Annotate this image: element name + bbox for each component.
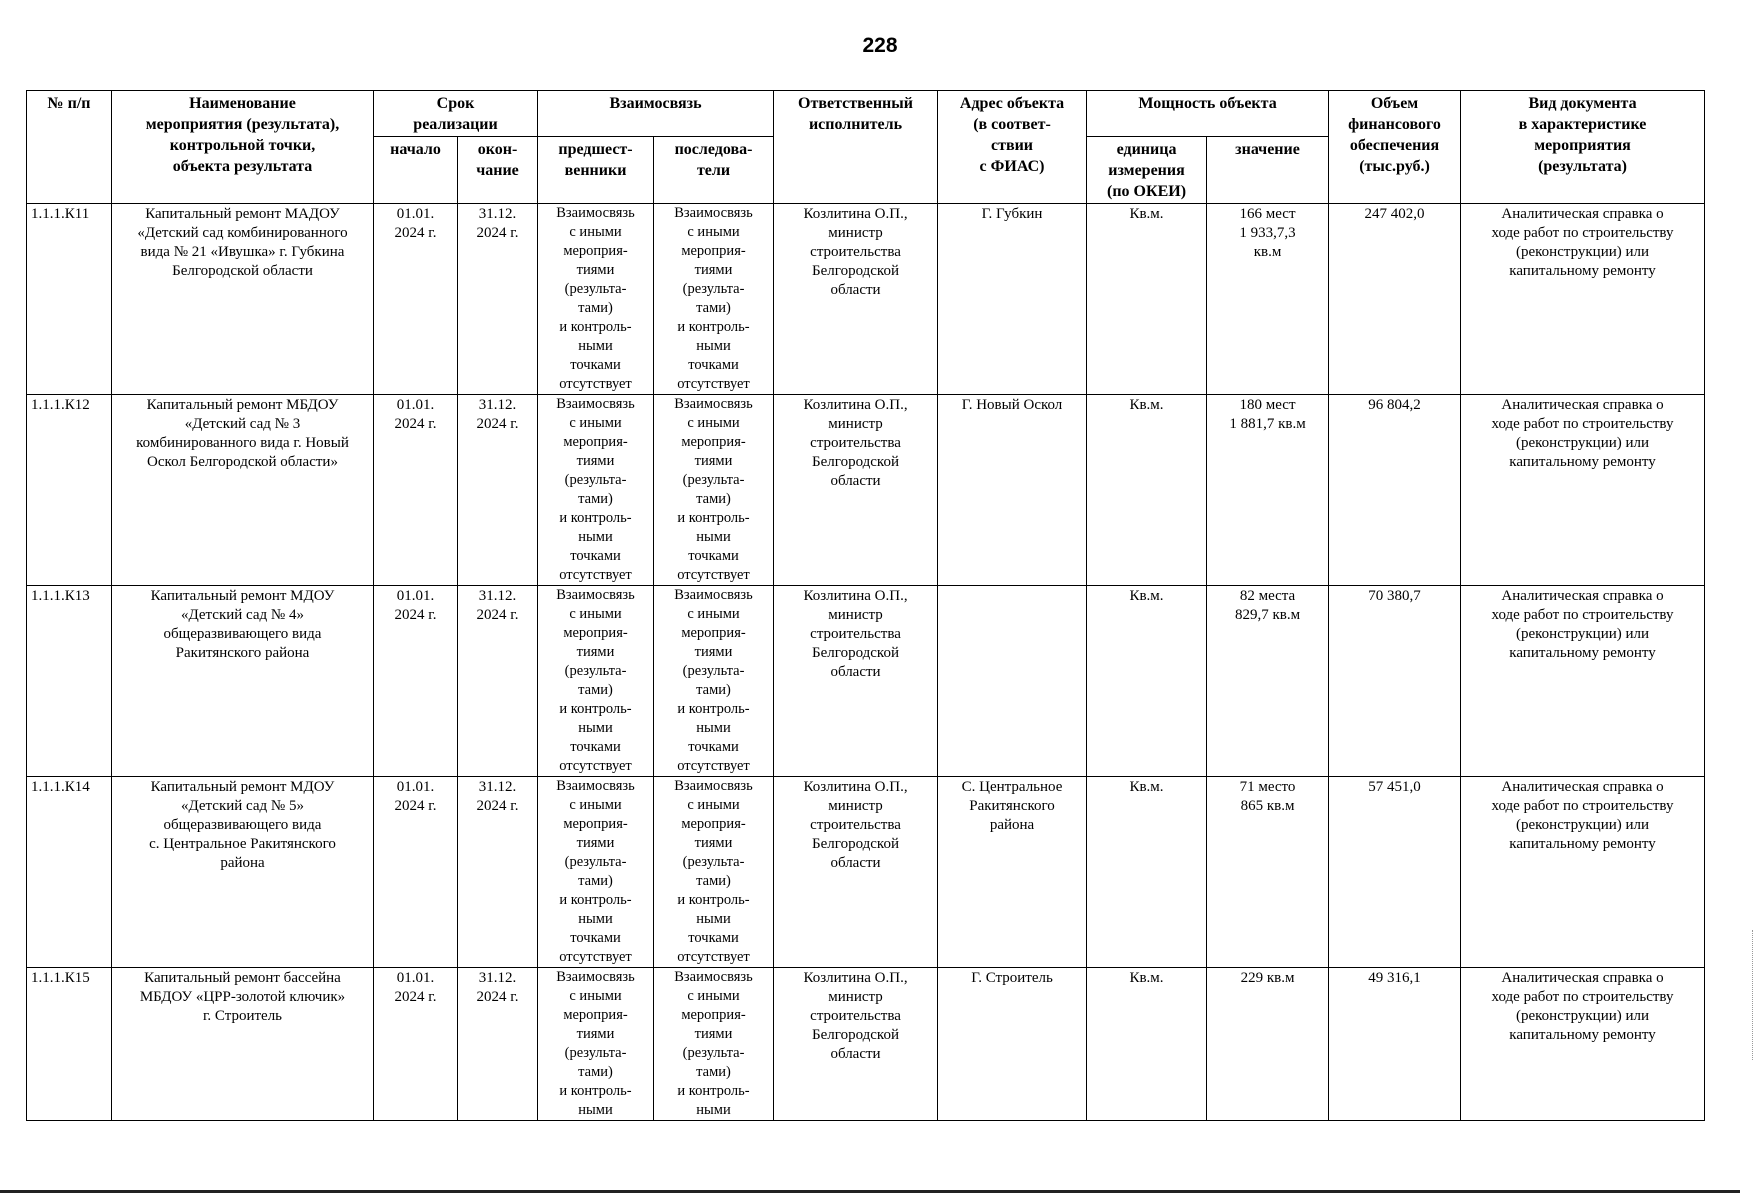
cell-name: Капитальный ремонт МДОУ «Детский сад № 4» общеразвивающего вида Ракитянского района [112, 586, 374, 777]
table-row [27, 968, 1705, 1121]
cell-unit: Кв.м. [1087, 395, 1207, 586]
header-num: № п/п [27, 91, 112, 204]
cell-next: Взаимосвязь с иными мероприя- тиями (результа- тами) и контроль- ными точками отсутствует [654, 395, 774, 586]
cell-responsible: Козлитина О.П., министр строительства Белгородской области [774, 777, 938, 968]
header-relation: Взаимосвязь [538, 91, 774, 137]
cell-address [938, 586, 1087, 777]
cell-next: Взаимосвязь с иными мероприя- тиями (результа- тами) и контроль- ными точками отсутствует [654, 777, 774, 968]
header-capacity: Мощность объекта [1087, 91, 1329, 137]
header-row-1 [27, 91, 1705, 137]
cell-doc: Аналитическая справка о ходе работ по строительству (реконструкции) или капитальному ремонту [1461, 586, 1705, 777]
page-number: 228 [862, 34, 898, 57]
cell-prev: Взаимосвязь с иными мероприя- тиями (результа- тами) и контроль- ными точками отсутствует [538, 777, 654, 968]
cell-prev: Взаимосвязь с иными мероприя- тиями (результа- тами) и контроль- ными точками отсутствует [538, 395, 654, 586]
cell-unit: Кв.м. [1087, 968, 1207, 1121]
cell-num: 1.1.1.К11 [27, 204, 112, 395]
cell-num: 1.1.1.К13 [27, 586, 112, 777]
cell-address: Г. Строитель [938, 968, 1087, 1121]
header-address: Адрес объекта (в соответ- ствии с ФИАС) [938, 91, 1087, 204]
cell-start: 01.01. 2024 г. [374, 586, 458, 777]
cell-doc: Аналитическая справка о ходе работ по строительству (реконструкции) или капитальному ремонту [1461, 395, 1705, 586]
cell-next: Взаимосвязь с иными мероприя- тиями (результа- тами) и контроль- ными точками отсутствует [654, 204, 774, 395]
cell-finance: 247 402,0 [1329, 204, 1461, 395]
cell-prev: Взаимосвязь с иными мероприя- тиями (результа- тами) и контроль- ными точками отсутствует [538, 586, 654, 777]
cell-value: 82 места 829,7 кв.м [1207, 586, 1329, 777]
bottom-rule [0, 1190, 1740, 1193]
cell-address: Г. Новый Оскол [938, 395, 1087, 586]
cell-next: Взаимосвязь с иными мероприя- тиями (результа- тами) и контроль- ными точками отсутствует [654, 586, 774, 777]
cell-responsible: Козлитина О.П., министр строительства Белгородской области [774, 586, 938, 777]
header-name: Наименование мероприятия (результата), контрольной точки, объекта результата [112, 91, 374, 204]
cell-end: 31.12. 2024 г. [458, 204, 538, 395]
cell-name: Капитальный ремонт МБДОУ «Детский сад № 3 комбинированного вида г. Новый Оскол Белгородской области» [112, 395, 374, 586]
cell-doc: Аналитическая справка о ходе работ по строительству (реконструкции) или капитальному ремонту [1461, 777, 1705, 968]
header-cap-unit: единица измерения (по ОКЕИ) [1087, 137, 1207, 204]
cell-prev: Взаимосвязь с иными мероприя- тиями (результа- тами) и контроль- ными [538, 968, 654, 1121]
cell-responsible: Козлитина О.П., министр строительства Белгородской области [774, 395, 938, 586]
header-responsible: Ответственный исполнитель [774, 91, 938, 204]
cell-name: Капитальный ремонт бассейна МБДОУ «ЦРР-золотой ключик» г. Строитель [112, 968, 374, 1121]
cell-responsible: Козлитина О.П., министр строительства Белгородской области [774, 968, 938, 1121]
cell-doc: Аналитическая справка о ходе работ по строительству (реконструкции) или капитальному ремонту [1461, 968, 1705, 1121]
cell-end: 31.12. 2024 г. [458, 586, 538, 777]
cell-value: 229 кв.м [1207, 968, 1329, 1121]
cell-prev: Взаимосвязь с иными мероприя- тиями (результа- тами) и контроль- ными точками отсутствует [538, 204, 654, 395]
cell-start: 01.01. 2024 г. [374, 968, 458, 1121]
cell-end: 31.12. 2024 г. [458, 777, 538, 968]
cell-finance: 70 380,7 [1329, 586, 1461, 777]
cell-name: Капитальный ремонт МДОУ «Детский сад № 5» общеразвивающего вида с. Центральное Ракитянского района [112, 777, 374, 968]
cell-finance: 57 451,0 [1329, 777, 1461, 968]
cell-address: С. Центральное Ракитянского района [938, 777, 1087, 968]
margin-mark [1752, 930, 1753, 1060]
cell-address: Г. Губкин [938, 204, 1087, 395]
cell-responsible: Козлитина О.П., министр строительства Белгородской области [774, 204, 938, 395]
cell-unit: Кв.м. [1087, 586, 1207, 777]
table-header [27, 91, 1705, 204]
header-term-start: начало [374, 137, 458, 204]
header-doc-type: Вид документа в характеристике мероприятия (результата) [1461, 91, 1705, 204]
table-row [27, 777, 1705, 968]
cell-value: 71 место 865 кв.м [1207, 777, 1329, 968]
cell-value: 166 мест 1 933,7,3 кв.м [1207, 204, 1329, 395]
cell-next: Взаимосвязь с иными мероприя- тиями (результа- тами) и контроль- ными [654, 968, 774, 1121]
cell-unit: Кв.м. [1087, 777, 1207, 968]
header-term-end: окон- чание [458, 137, 538, 204]
header-cap-value: значение [1207, 137, 1329, 204]
header-finance: Объем финансового обеспечения (тыс.руб.) [1329, 91, 1461, 204]
table-row [27, 395, 1705, 586]
cell-end: 31.12. 2024 г. [458, 968, 538, 1121]
cell-value: 180 мест 1 881,7 кв.м [1207, 395, 1329, 586]
cell-finance: 96 804,2 [1329, 395, 1461, 586]
cell-end: 31.12. 2024 г. [458, 395, 538, 586]
cell-doc: Аналитическая справка о ходе работ по строительству (реконструкции) или капитальному ремонту [1461, 204, 1705, 395]
plan-table [26, 90, 1705, 1121]
cell-start: 01.01. 2024 г. [374, 204, 458, 395]
table-body [27, 204, 1705, 1121]
cell-unit: Кв.м. [1087, 204, 1207, 395]
table-row [27, 586, 1705, 777]
header-rel-prev: предшест- венники [538, 137, 654, 204]
cell-finance: 49 316,1 [1329, 968, 1461, 1121]
header-rel-next: последова- тели [654, 137, 774, 204]
header-term: Срок реализации [374, 91, 538, 137]
cell-num: 1.1.1.К15 [27, 968, 112, 1121]
cell-start: 01.01. 2024 г. [374, 395, 458, 586]
cell-num: 1.1.1.К14 [27, 777, 112, 968]
cell-name: Капитальный ремонт МАДОУ «Детский сад комбинированного вида № 21 «Ивушка» г. Губкина Белгородской области [112, 204, 374, 395]
cell-num: 1.1.1.К12 [27, 395, 112, 586]
cell-start: 01.01. 2024 г. [374, 777, 458, 968]
table-row [27, 204, 1705, 395]
